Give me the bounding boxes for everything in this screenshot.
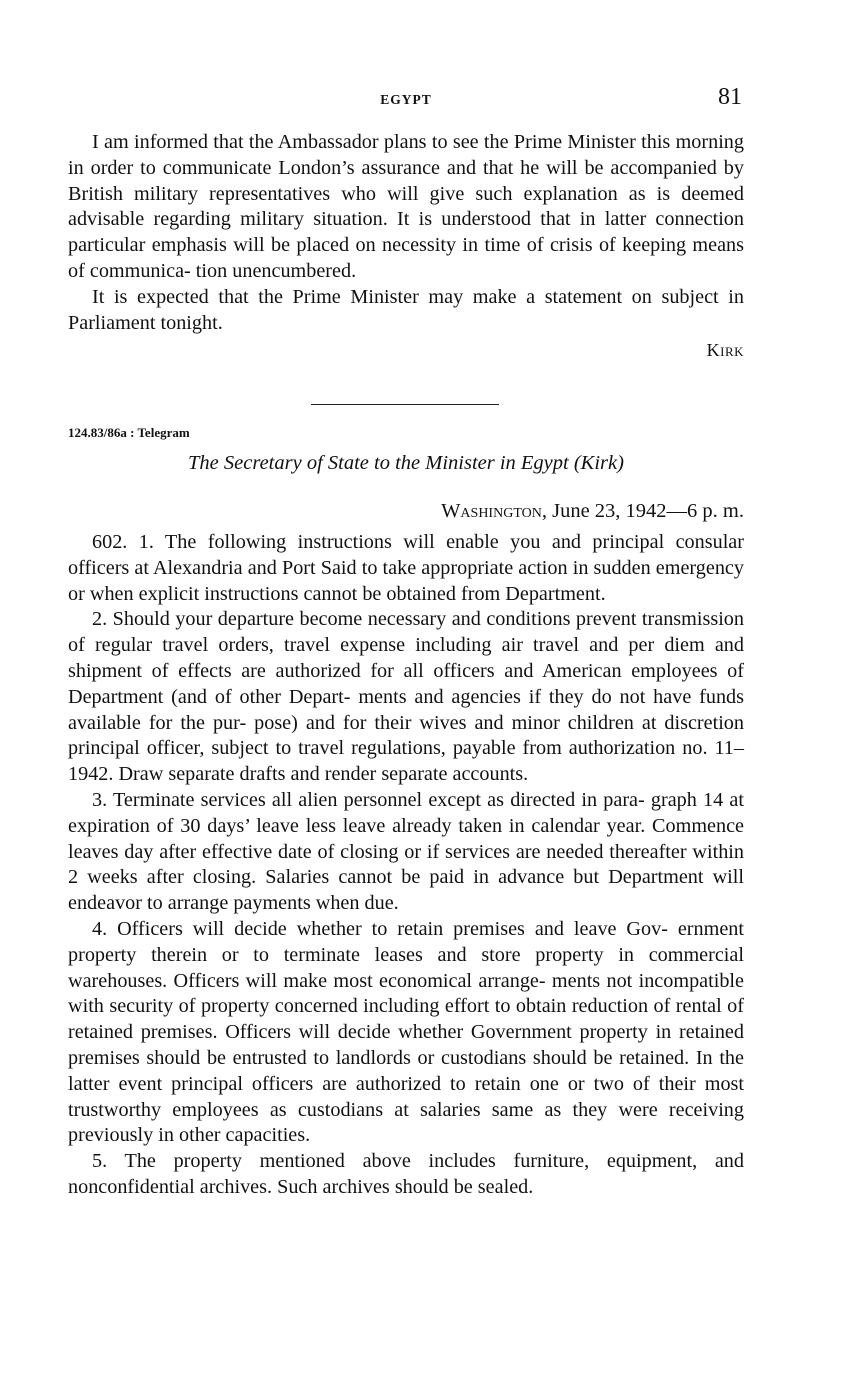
paragraph: 2. Should your departure become necessary and conditions prevent transmission of regular travel orders, travel expense including air travel and per diem and shipment of effects are authorized for all officers and American employees of Department (and of other Depart- ments and agencies if they do not have funds available for the pur- pose) and for their wives and minor children at discretion principal officer, subject to travel regulations, payable from authorization no. 11–1942. Draw separate drafts and render separate accounts.	[68, 608, 744, 786]
paragraph: 3. Terminate services all alien personnel except as directed in para- graph 14 at expiration of 30 days’ leave less leave already taken in calendar year. Commence leaves day after effective date of closing or if services are needed thereafter within 2 weeks after closing. Salaries cannot be paid in advance but Department will endeavor to arrange payments when due.	[68, 788, 744, 915]
paragraph: I am informed that the Ambassador plans to see the Prime Minister this morning in order to communicate London’s assurance and that he will be accompanied by British military representatives who will give such explanation as is deemed advisable regarding military situation. It is understood that in latter connection particular emphasis will be placed on necessity in time of crisis of keeping means of communica- tion unencumbered.	[68, 131, 744, 282]
file-reference: 124.83/86a : Telegram	[68, 425, 190, 440]
section-divider	[311, 404, 499, 405]
signature: Kirk	[706, 340, 744, 361]
paragraph: 4. Officers will decide whether to retain premises and leave Gov- ernment property therein or to terminate leases and store property in commercial warehouses. Officers will make most economical arrange- ments not incompatible with security of property concerned including effort to obtain reduction of rental of retained premises. Officers will decide whether Government property in retained premises should be entrusted to landlords or custodians should be retained. In the latter event principal officers are authorized to retain one or two of their most trustworthy employees as custodians at salaries same as they were receiving previously in other capacities.	[68, 917, 744, 1147]
running-head: EGYPT	[380, 92, 432, 107]
dateline-date: June 23, 1942—6 p. m.	[552, 500, 744, 522]
top-section	[68, 130, 744, 364]
telegram-body	[68, 530, 744, 1201]
title-text: The Secretary of State to the Minister in Egypt	[188, 452, 569, 474]
paragraph: 602. 1. The following instructions will enable you and principal consular officers at Alexandria and Port Said to take appropriate action in sudden emergency or when explicit instructions cannot be obtained from Department.	[68, 531, 744, 605]
page-number: 81	[718, 84, 742, 110]
dateline-city: Washington,	[441, 500, 547, 522]
dateline	[441, 500, 744, 523]
paragraph: It is expected that the Prime Minister may make a statement on subject in Parliament tonight.	[68, 285, 744, 334]
paragraph: 5. The property mentioned above includes furniture, equipment, and nonconfidential archives. Such archives should be sealed.	[68, 1150, 744, 1198]
page-header	[68, 86, 744, 116]
document-title	[68, 452, 744, 475]
title-recipient: (Kirk)	[573, 452, 624, 474]
